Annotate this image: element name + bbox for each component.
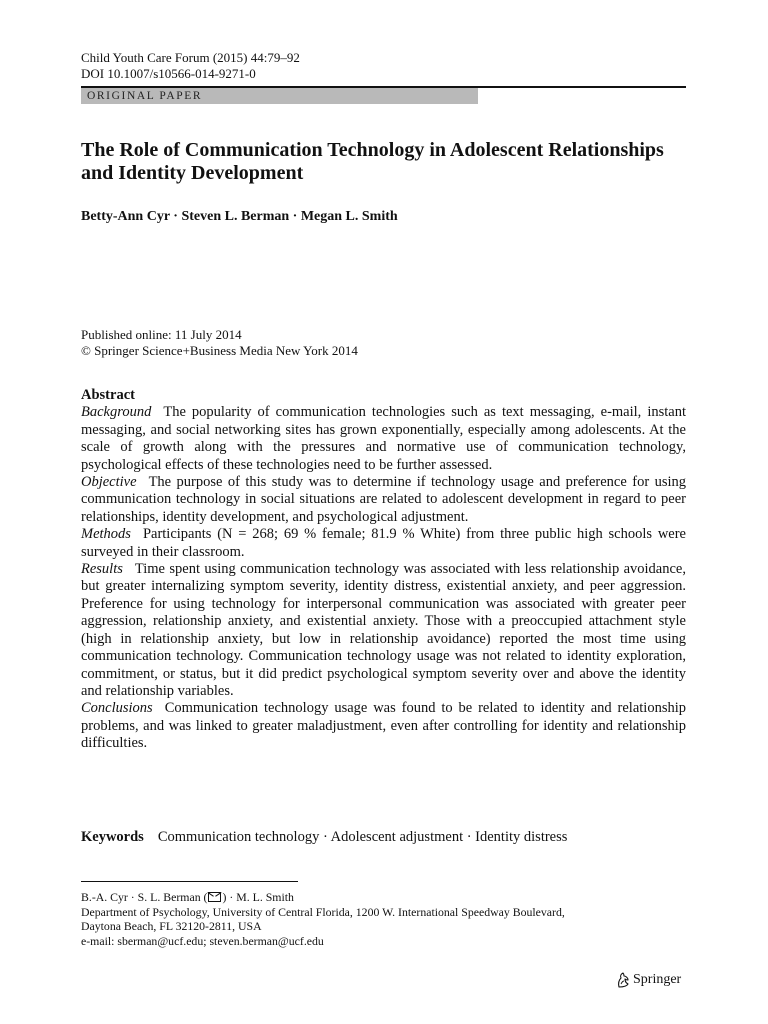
publisher-name: Springer [633, 972, 682, 987]
doi[interactable]: DOI 10.1007/s10566-014-9271-0 [81, 66, 256, 81]
envelope-icon [208, 892, 221, 902]
footnote-authors-prefix: B.-A. Cyr · S. L. Berman ( [81, 890, 208, 904]
abstract-methods [81, 526, 686, 561]
keywords-label: Keywords [81, 829, 144, 845]
footnote-authors-suffix: ) · M. L. Smith [222, 890, 294, 904]
abstract-conclusions [81, 700, 686, 752]
section-text: Time spent using communication technology was associated with less relationship avoidance, but greater internalizing symptom severity, identity distress, existential anxiety, and peer aggression. Preference for using technology for interpersonal communication was associated with greater peer aggression, relationship anxiety, and existential anxiety. Those with a preoccupied attachment style (high in relationship anxiety, but low in relationship avoidance) reported the most time using communication technology. Communication technology usage was not related to identity exploration, commitment, or status, but it did predict psychological symptom severity over and above the identity and relationship variables. [81, 561, 686, 699]
journal-header [81, 50, 300, 82]
keywords-list: Communication technology · Adolescent adjustment · Identity distress [157, 829, 568, 845]
author-email[interactable]: e-mail: sberman@ucf.edu; steven.berman@ucf.edu [81, 933, 324, 948]
publisher-logo [616, 972, 681, 988]
keywords [81, 828, 686, 846]
publication-info [81, 327, 358, 359]
article-title: The Role of Communication Technology in Adolescent Relationships and Identity Development [81, 139, 664, 184]
article-type-banner: ORIGINAL PAPER [81, 88, 478, 104]
footnote-authors [81, 890, 565, 905]
author-list: Betty-Ann Cyr · Steven L. Berman · Megan L. Smith [81, 209, 398, 224]
section-text: Communication technology usage was found to be related to identity and relationship problems, and was linked to greater maladjustment, even after controlling for identity and relationship difficulties. [81, 700, 686, 752]
author-footnote [81, 890, 565, 948]
section-label: Conclusions [81, 700, 153, 717]
section-label: Results [81, 561, 123, 578]
section-text: The purpose of this study was to determine if technology usage and preference for using communication technology in social situations are related to adolescent development in regard to peer relationships, identity development, and psychological adjustment. [81, 474, 686, 525]
abstract-background [81, 404, 686, 474]
copyright-notice: © Springer Science+Business Media New York 2014 [81, 343, 358, 358]
abstract [81, 387, 686, 753]
section-label: Methods [81, 526, 131, 543]
abstract-results [81, 561, 686, 700]
affiliation-line-1: Department of Psychology, University of Central Florida, 1200 W. International Speedway Boulevard, [81, 904, 565, 919]
abstract-heading: Abstract [81, 387, 135, 403]
section-label: Background [81, 404, 152, 421]
abstract-objective [81, 474, 686, 526]
section-text: Participants (N = 268; 69 % female; 81.9 % White) from three public high schools were surveyed in their classroom. [81, 526, 686, 560]
springer-horse-icon [616, 972, 630, 988]
journal-citation: Child Youth Care Forum (2015) 44:79–92 [81, 50, 300, 65]
section-label: Objective [81, 474, 137, 491]
section-text: The popularity of communication technologies such as text messaging, e-mail, instant messaging, and social networking sites has grown exponentially, especially among adolescents. At the scale of growth along with the pressures and normative use of communication technology, psychological effects of these technologies need to be further assessed. [81, 404, 686, 473]
affiliation-line-2: Daytona Beach, FL 32120-2811, USA [81, 919, 262, 934]
published-date: Published online: 11 July 2014 [81, 327, 242, 342]
footnote-rule [81, 881, 298, 882]
